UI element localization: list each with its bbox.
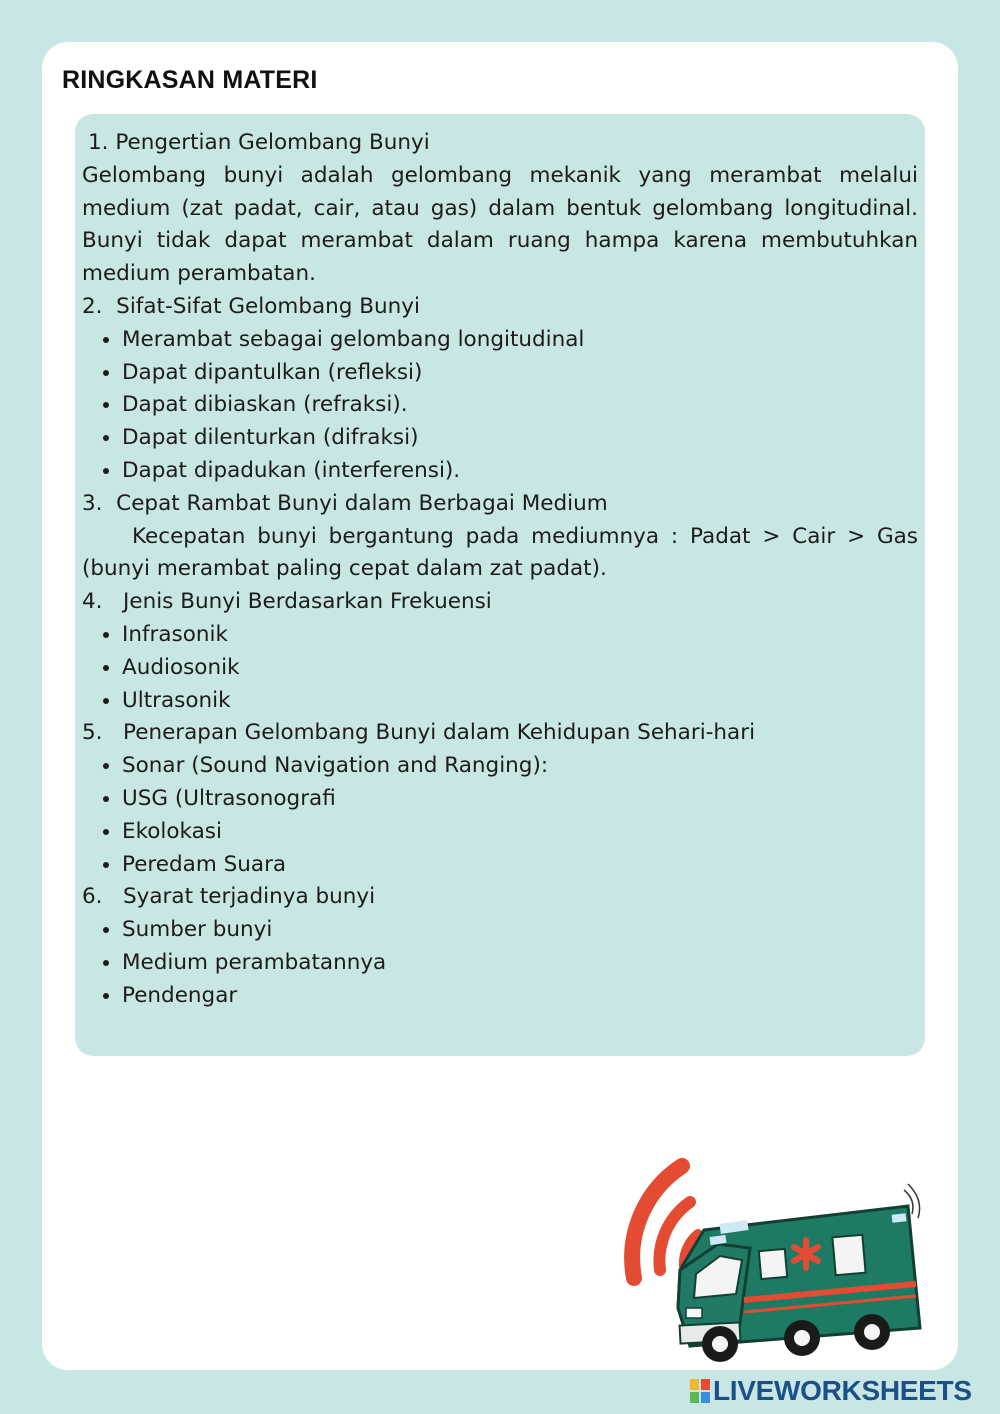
list-item: • Medium perambatannya — [122, 947, 918, 980]
list-item: • Merambat sebagai gelombang longitudinal — [122, 324, 918, 357]
section-5-title: 5. Penerapan Gelombang Bunyi dalam Kehidupan Sehari-hari — [82, 720, 756, 746]
list-item: • Pendengar — [122, 980, 918, 1013]
summary-content — [82, 127, 918, 1013]
list-item: • Dapat dipantulkan (refleksi) — [122, 357, 918, 390]
section-4-list — [82, 619, 918, 717]
list-item: • Dapat dibiaskan (refraksi). — [122, 389, 918, 422]
section-5-list — [82, 750, 918, 881]
list-item: • Ekolokasi — [122, 816, 918, 849]
liveworksheets-brand — [690, 1375, 972, 1407]
ambulance-illustration — [620, 1158, 930, 1368]
section-4-title: 4. Jenis Bunyi Berdasarkan Frekuensi — [82, 589, 492, 615]
list-item: • USG (Ultrasonografi — [122, 783, 918, 816]
section-6-title: 6. Syarat terjadinya bunyi — [82, 884, 376, 910]
liveworksheets-logo-icon — [690, 1379, 710, 1403]
list-item: • Dapat dilenturkan (difraksi) — [122, 422, 918, 455]
list-item: • Sumber bunyi — [122, 914, 918, 947]
list-item: • Ultrasonik — [122, 685, 918, 718]
section-6-list — [82, 914, 918, 1012]
page-title: RINGKASAN MATERI — [62, 66, 318, 94]
list-item: • Sonar (Sound Navigation and Ranging): — [122, 750, 918, 783]
list-item: • Dapat dipadukan (interferensi). — [122, 455, 918, 488]
list-item: • Peredam Suara — [122, 849, 918, 882]
section-2-title: 2. Sifat-Sifat Gelombang Bunyi — [82, 293, 420, 319]
section-2-list — [82, 324, 918, 488]
section-3-paragraph: Kecepatan bunyi bergantung pada mediumnya : Padat > Cair > Gas (bunyi merambat paling cepat dalam zat padat). — [82, 523, 918, 582]
section-3-title: 3. Cepat Rambat Bunyi dalam Berbagai Medium — [82, 490, 608, 516]
brand-name: LIVEWORKSHEETS — [713, 1375, 972, 1406]
section-1-title: 1. Pengertian Gelombang Bunyi — [88, 130, 430, 155]
section-1-paragraph: Gelombang bunyi adalah gelombang mekanik yang merambat melalui medium (zat padat, cair, atau gas) dalam bentuk gelombang longitudinal. Bunyi tidak dapat merambat dalam ruang hampa karena membutuhkan medium perambatan. — [82, 162, 918, 287]
list-item: • Infrasonik — [122, 619, 918, 652]
list-item: • Audiosonik — [122, 652, 918, 685]
